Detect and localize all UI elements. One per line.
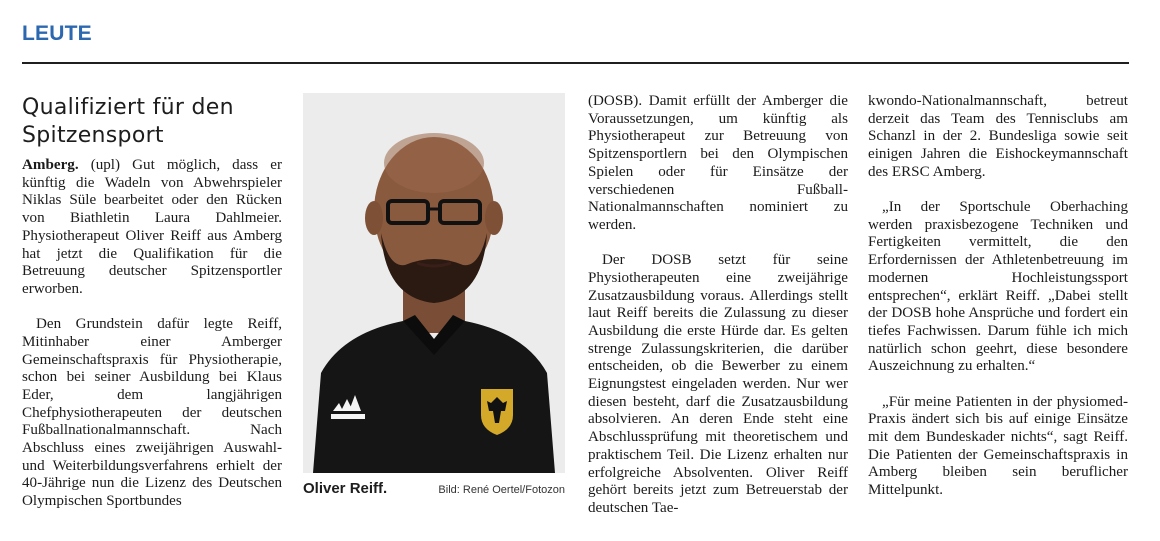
caption-text: Oliver Reiff. (303, 480, 388, 497)
article-paragraph (22, 157, 282, 299)
article-column-3 (868, 93, 1128, 500)
portrait-illustration (303, 93, 565, 473)
article-paragraph: Den Grundstein dafür legte Reiff, Mitinhaber einer Amberger Gemeinschaftspraxis für Physiotherapie, schon bei seiner Ausbildung bei Klaus Eder, dem langjährigen Chefphysiotherapeuten der deutschen Fußballnationalmannschaft. Nach Abschluss eines zweijährigen Auswahl- und Weiterbildungsverfahrens erhielt der 40-Jährige nun die Lizenz des Deutschen Olympischen Sportbundes (22, 316, 282, 510)
dateline: Amberg. (22, 157, 79, 173)
article-paragraph: „Für meine Patienten in der physiomed-Praxis ändert sich bis auf einige Einsätze mit dem Bundeskader nichts“, sagt Reiff. Die Patienten der Gemeinschaftspraxis in Amberg bleiben sein beruflicher Mittelpunkt. (868, 393, 1128, 499)
article-paragraph: Der DOSB setzt für seine Physiotherapeuten eine zweijährige Zusatzausbildung voraus. Allerdings stellt laut Reiff bereits die Zulassung zu dieser Ausbildung die erste Hürde dar. Es gelten strenge Zulassungskriterien, die darüber entscheiden, ob die Bewerber zu einem Eignungstest eingeladen werden. Nur wer diesen besteht, darf die Zusatzausbildung absolvieren. An deren Ende steht eine Abschlussprüfung mit theoretischem und praktischem Teil. Die Lizenz erhalten nur erfolgreiche Absolventen. Oliver Reiff gehört bereits jetzt zum Betreuerstab der deutschen Tae- (588, 252, 848, 516)
article-column-1 (22, 157, 282, 511)
article-paragraph: kwondo-Nationalmannschaft, betreut derzeit das Team des Tennisclubs am Schanzl in der 2. Bundesliga sowie seit einigen Jahren die Eishockeymannschaft des ERSC Amberg. (868, 93, 1128, 180)
section-rule (22, 62, 1129, 64)
section-label: LEUTE (22, 22, 92, 45)
article-paragraph: „In der Sportschule Oberhaching werden praxisbezogene Techniken und Fertigkeiten vermittelt, die den Erfordernissen der Athletenbetreuung im modernen Hochleistungssport entsprechen“, erklärt Reiff. „Dabei stellt der DOSB hohe Ansprüche und fordert ein tiefes Fachwissen. Darum fühle ich mich natürlich schon geehrt, diese besondere Auszeichnung zu erhalten.“ (868, 199, 1128, 375)
photo-credit: Bild: René Oertel/Fotozon (438, 484, 565, 496)
article-paragraph: (DOSB). Damit erfüllt der Amberger die Voraussetzungen, um künftig als Physiotherapeut zur Betreuung von Spitzensportlern bei den Olympischen Spielen oder für Einsätze der verschiedenen Fußball-Nationalmannschaften nominiert zu werden. (588, 93, 848, 233)
paragraph-text: (upl) Gut möglich, dass er künftig die Wadeln von Abwehrspieler Niklas Süle bearbeitet oder den Rücken von Biathletin Laura Dahlmeier. Physiotherapeut Oliver Reiff aus Amberg hat jetzt die Qualifikation für die Betreuung deutscher Spitzensportler erworben. (22, 157, 282, 297)
portrait-photo (303, 93, 565, 473)
headline: Qualifiziert für den Spitzensport (22, 95, 234, 148)
photo-caption (303, 480, 565, 502)
article-column-2 (588, 93, 848, 518)
